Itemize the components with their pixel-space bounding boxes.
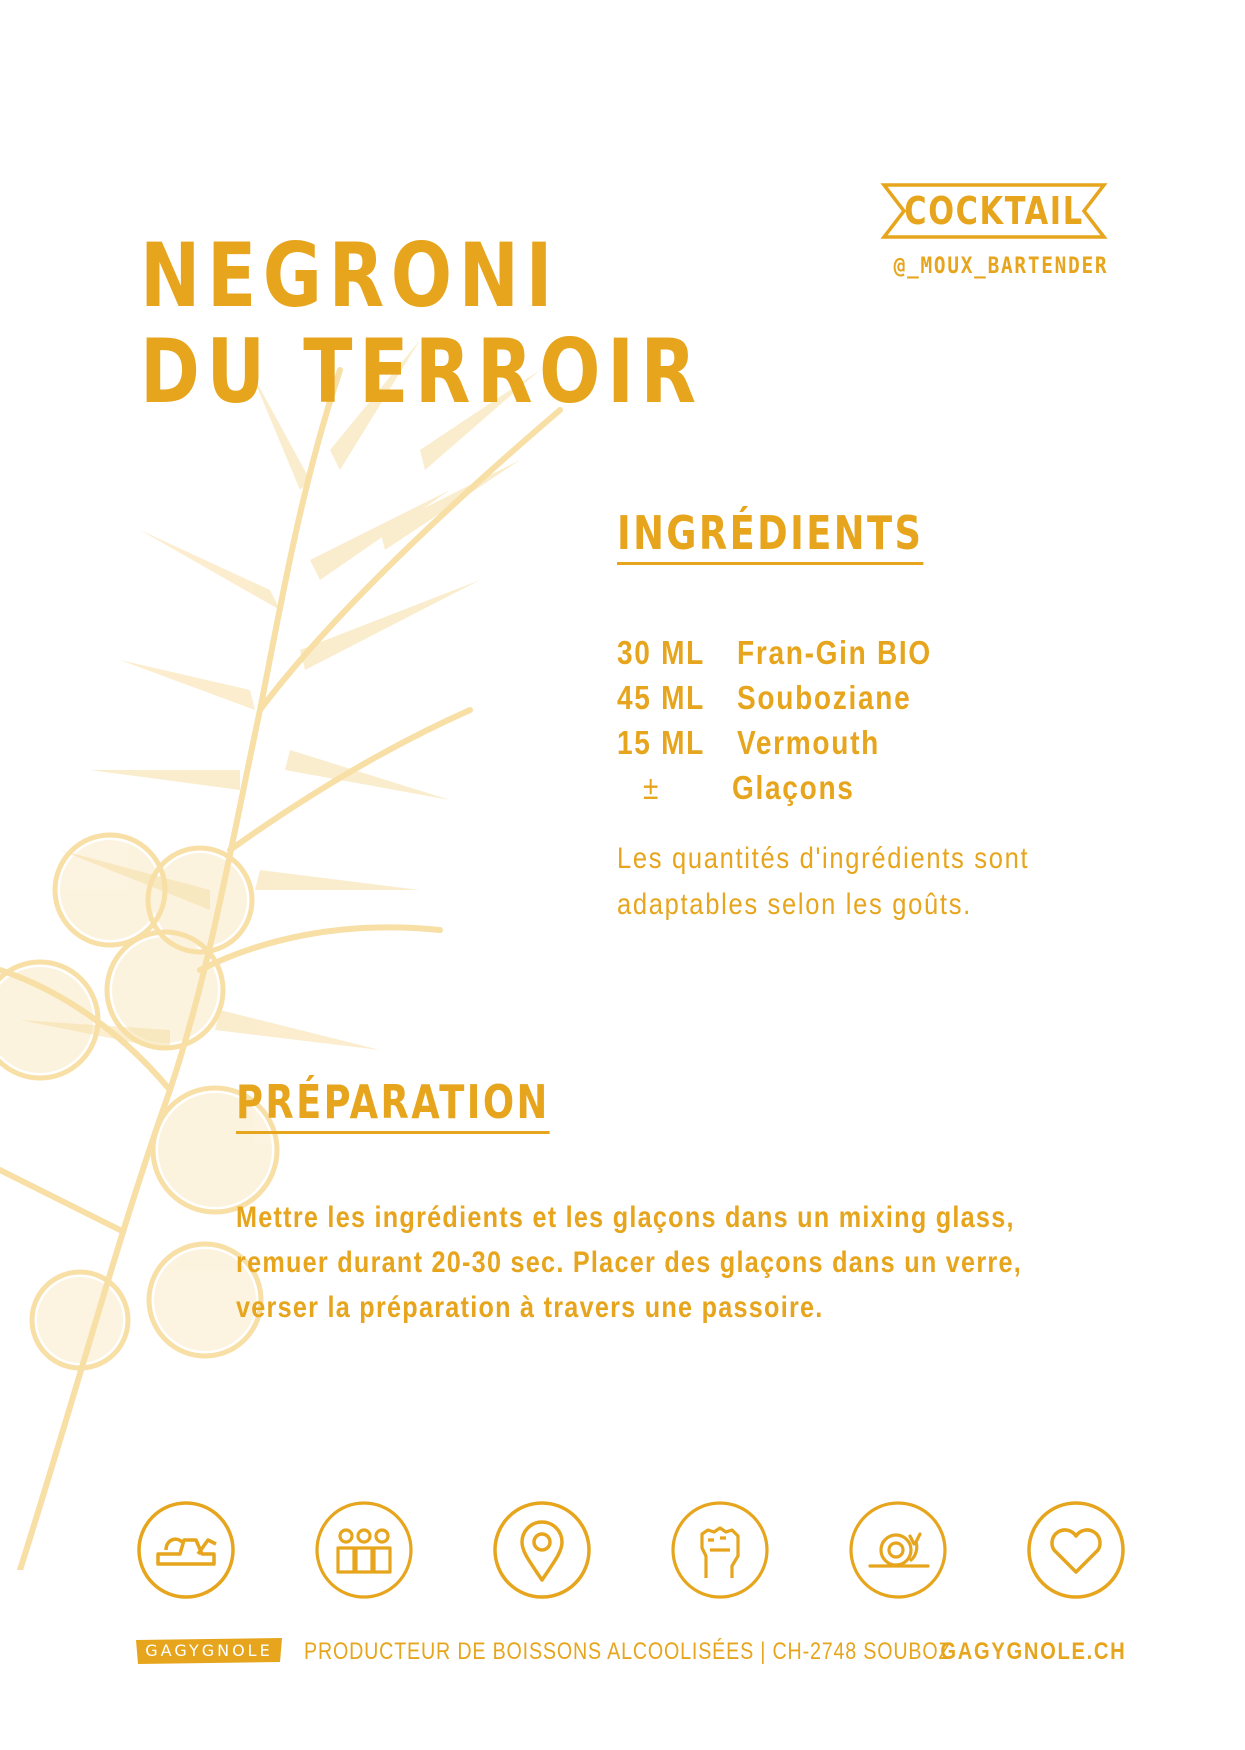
producer-tagline: PRODUCTEUR DE BOISSONS ALCOOLISÉES | CH-2748 SOUBOZ: [304, 1638, 952, 1665]
title-line-1: NEGRONI: [140, 224, 559, 327]
juniper-illustration: [0, 330, 620, 1570]
bartender-handle: @_MOUX_BARTENDER: [893, 254, 1109, 279]
values-icon-row: [136, 1500, 1126, 1600]
ingredient-name: Fran-Gin BIO: [737, 633, 932, 671]
wood-plane-icon: [136, 1500, 236, 1600]
brand-name: GAGYGNOLE: [145, 1641, 273, 1660]
ingredients-heading-text: INGRÉDIENTS: [617, 506, 923, 565]
preparation-heading: [236, 1075, 550, 1134]
badge-label: COCKTAIL: [904, 189, 1084, 233]
snail-icon: [848, 1500, 948, 1600]
ingredient-quantity: ±: [642, 768, 661, 806]
ingredient-item: [617, 720, 966, 765]
ingredient-name: Glaçons: [732, 768, 855, 806]
preparation-text: Mettre les ingrédients et les glaçons dans un mixing glass, remuer durant 20-30 sec. Placer des glaçons dans un verre, verser la préparation à travers une passoire.: [236, 1201, 1023, 1324]
website-link[interactable]: GAGYGNOLE.CH: [940, 1638, 1126, 1665]
raised-fist-icon: [670, 1500, 770, 1600]
ingredient-item: [617, 765, 966, 810]
quantities-note: Les quantités d'ingrédients sont adaptables selon les goûts.: [617, 842, 1030, 921]
preparation-heading-text: PRÉPARATION: [236, 1075, 550, 1134]
ingredient-quantity: 45 ML: [617, 678, 706, 716]
ingredient-name: Vermouth: [737, 723, 880, 761]
title-line-2: DU TERROIR: [140, 320, 703, 423]
footer: [136, 1636, 1126, 1668]
ingredient-item: [617, 675, 966, 720]
cocktail-badge: [880, 182, 1108, 240]
people-group-icon: [314, 1500, 414, 1600]
ingredient-quantity: 15 ML: [617, 723, 706, 761]
heart-icon: [1026, 1500, 1126, 1600]
ingredients-list: [617, 630, 966, 810]
brand-logo: [136, 1638, 282, 1664]
ingredient-name: Souboziane: [737, 678, 912, 716]
cocktail-title: [140, 224, 703, 423]
ingredient-quantity: 30 ML: [617, 633, 706, 671]
ingredients-heading: [617, 506, 923, 565]
ingredient-item: [617, 630, 966, 675]
location-pin-icon: [492, 1500, 592, 1600]
